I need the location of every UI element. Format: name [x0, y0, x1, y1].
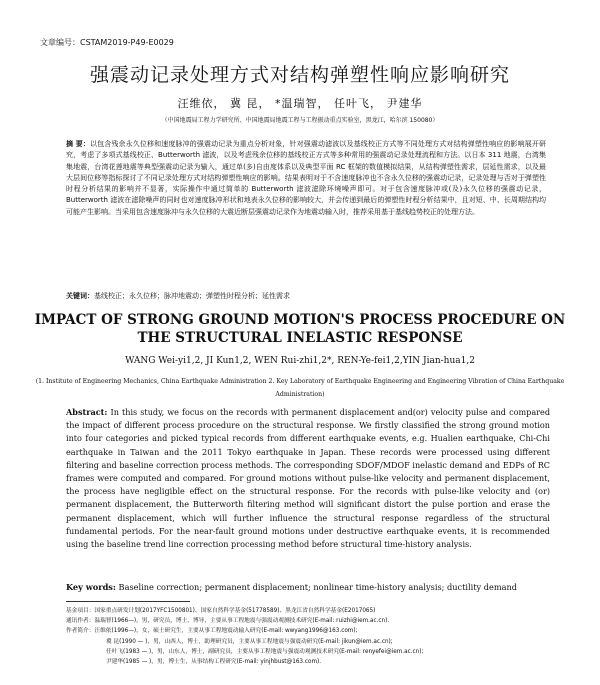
authors-chinese: 汪维依， 冀 昆， *温瑞智， 任叶飞， 尹建华: [177, 97, 423, 110]
abstract-english-text: In this study, we focus on the records with permanent displacement and(or) velocity pulse and compared the impact of different process procedure on the structural response. We firstly classified the strong ground motion into four categories and picked typical records from different earthquake events, e.g. Hualien earthquake, Chi-Chi earthquake in Taiwan and the 2011 Tokyo earthquake in Japan. These records were processed using different filtering and baseline correction process methods. The corresponding SDOF/MDOF inelastic demand and EDPs of RC frames were computed and compared. For ground motions without pulse-like velocity and permanent displacement, the process have negligible effect on the structural response. For the records with pulse-like velocity and (or) permanent displacement, the Butterworth filtering method will significant distort the pulse portion and erase the permanent displacement, which will further influence the structural response regardless of the structural fundamental periods. For the near-fault ground motions under destructive earthquake events, it is recommended using the baseline trend line correction processing method before structural time-history analysis.: [66, 407, 550, 550]
footnote-author-bio: 冀 昆(1990 — )，男，山西人，博士，助理研究员，主要从事工程地震与强震动研究(E-mail: jikun@iem.ac.cn);: [106, 638, 393, 645]
keywords-english-text: Baseline correction; permanent displacement; nonlinear time-history analysis; ductility demand: [118, 582, 518, 592]
abstract-english: [66, 406, 550, 551]
title-english-line-2: THE STRUCTURAL INELASTIC RESPONSE: [137, 330, 463, 346]
keywords-chinese-text: 基线校正；永久位移；脉冲地震动；弹塑性时程分析；延性需求: [94, 292, 290, 300]
footnote-corresponding-author: 通讯作者：温瑞智(1966—)，男，研究员，博士，博导，主要从事工程地震与强震动观测技术研究(E-mail: ruizhi@iem.ac.cn).: [66, 618, 390, 625]
footnote-author-bio: 作者简介：汪维依(1996—)，女，硕士研究生，主要从事工程地震动输入研究(E-mail: wwyang1996@163.com);: [66, 628, 358, 635]
keywords-chinese: [66, 291, 546, 301]
abstract-english-label: Abstract:: [66, 407, 108, 417]
keywords-chinese-label: 关键词：: [66, 292, 94, 300]
abstract-chinese: [66, 139, 546, 218]
abstract-chinese-label: 摘 要：: [66, 140, 90, 148]
footnotes: [66, 606, 550, 667]
abstract-chinese-text: 以包含残余永久位移和速度脉冲的强震动记录为重点分析对象，针对强震动滤波以及基线校正方式等不同处理方式对结构弹塑性响应的影响展开研究，考虑了多项式基线校正、Butterworth 滤波，以及考虑残余位移的基线校正方式等多种常用的强震动记录处理流程和方法。以日本 311 地震，台湾集集地震，台湾花莲地震等典型强震动记录为输入，通过单(多)自由度体系以及典型平面 RC 框架的数值模拟结果，从结构弹塑性需求，层延性需求，以及最大层间位移等指标探讨了不同记录处理方式对结构弹塑性响应的影响。结果表明对于不含速度脉冲也不含永久位移的强震动记录，记录处理与否对于弹塑性时程分析结果的影响并不显著，实际操作中通过简单的 Butterworth 滤波滤除环境噪声即可。对于包含速度脉冲或(及)永久位移的强震动记录，Butterworth 滤波在滤除噪声的同时也对速度脉冲形状和地表永久位移的影响较大，并会传递到最后的弹塑性时程分析结果中，且对短、中、长周期结构均可能产生影响。当采用包含速度脉冲与永久位移的大震近断层强震动记录作为地震动输入时，推荐采用基于基线趋势校正的处理方法。: [66, 140, 547, 216]
affiliation-english: (1. Institute of Engineering Mechanics, China Earthquake Administration 2. Key Laboratory of Earthquake Engineering and Engineering Vibration of China Earthquake Administration): [35, 378, 565, 398]
authors-english: WANG Wei-yi1,2, JI Kun1,2, WEN Rui-zhi1,2*, REN-Ye-fei1,2,YIN Jian-hua1,2: [125, 356, 475, 366]
title-english-line-1: IMPACT OF STRONG GROUND MOTION'S PROCESS PROCEDURE ON: [34, 312, 566, 328]
keywords-english: [66, 582, 550, 592]
footnote-author-bio: 任叶飞(1983 — )，男，山东人，博士，副研究员，主要从事工程地震与强震动观测技术研究(E-mail: renyefei@iem.ac.cn);: [106, 648, 424, 655]
footnote-funding: 基金项目：国家重点研发计划(2017YFC1500801)、国家自然科学基金(51778589)、黑龙江省自然科学基金(E2017065): [66, 608, 376, 614]
keywords-english-label: Key words:: [66, 582, 116, 592]
article-number: 文章编号：CSTAM2019-P49-E0029: [40, 38, 174, 47]
affiliation-chinese: （中国地震局工程力学研究所、中国地震局地震工程与工程振动重点实验室，黑龙江，哈尔滨 150080）: [161, 117, 439, 124]
title-english: [0, 311, 600, 347]
footnote-author-bio: 尹建华(1985 — )，男，博士生，从事结构工程研究(E-mail: yinjhbust@163.com).: [106, 659, 322, 666]
title-chinese: 强震动记录处理方式对结构弹塑性响应影响研究: [89, 64, 510, 86]
footnote-divider: [66, 601, 190, 602]
